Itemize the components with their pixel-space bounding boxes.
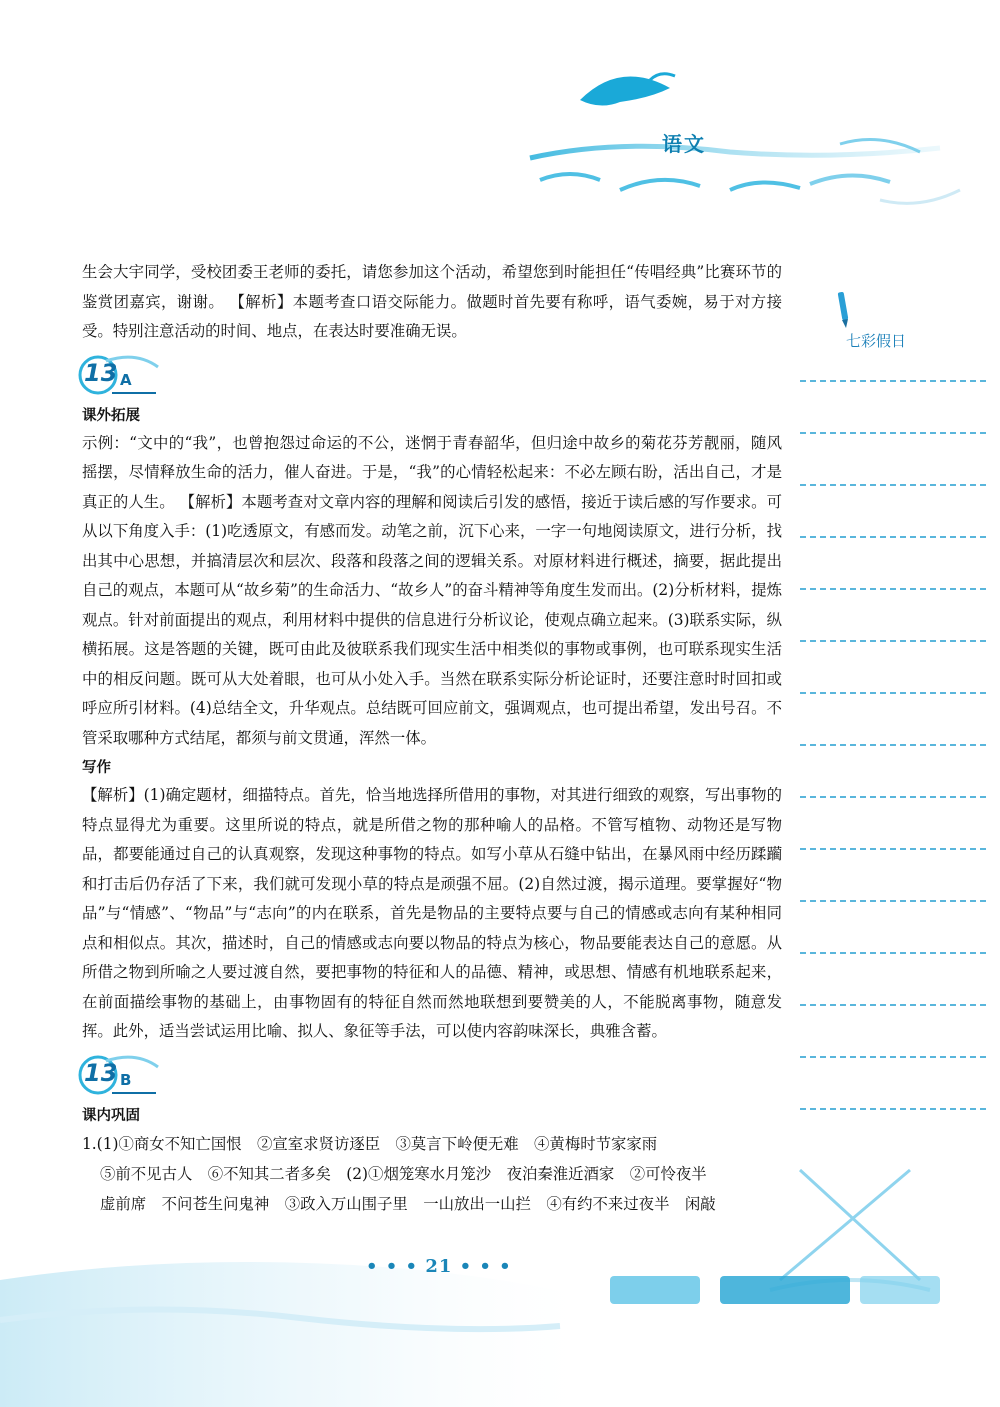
subsection-heading: 课内巩固 (82, 1107, 140, 1124)
note-line (800, 484, 986, 486)
answer-line: 1.(1)①商女不知亡国恨 ②宣室求贤访逐臣 ③莫言下岭便无难 ④黄梅时节家家雨 (82, 1134, 658, 1153)
note-line (800, 744, 986, 746)
note-line (800, 380, 986, 382)
note-line (800, 796, 986, 798)
note-line (800, 432, 986, 434)
subsection-heading: 写作 (82, 760, 111, 776)
note-line (800, 848, 986, 850)
subsection-body: 示例：“文中的“我”，也曾抱怨过命运的不公，迷惘于青春韶华，但归途中故乡的菊花芬芳靓丽，随风摇摆，尽情释放生命的活力，催人奋进。于是，“我”的心情轻松起来：不必左顾右盼，活出自己，才是真正的人生。 【解析】本题考查对文章内容的理解和阅读后引发的感悟，接近于读后感的写作要求。可从以下角度入手：(1)吃透原文，有感而发。动笔之前，沉下心来，一字一句地阅读原文，进行分析，找出其中心思想，并搞清层次和层次、段落和段落之间的逻辑关系。对原材料进行概述，摘要，据此提出自己的观点，本题可从“故乡菊”的生命活力、“故乡人”的奋斗精神等角度生发而出。(2)分析材料，提炼观点。针对前面提出的观点，利用材料中提供的信息进行分析议论，使观点确立起来。(3)联系实际，纵横拓展。这是答题的关键，既可由此及彼联系我们现实生活中相类似的事物或事例，也可联系现实生活中的相反问题。既可从大处着眼，也可从小处入手。当然在联系实际分析论证时，还要注意时时回扣或呼应所引材料。(4)总结全文，升华观点。总结既可回应前文，强调观点，也可提出希望，发出号召。不管采取哪种方式结尾，都须与前文贯通，浑然一体。 (82, 433, 782, 747)
footer-banner-decoration (610, 1272, 950, 1322)
pencil-icon (832, 290, 872, 334)
note-line (800, 900, 986, 902)
page-number: • • • 21 • • • (366, 1256, 512, 1277)
note-line (800, 1108, 986, 1110)
note-line (800, 952, 986, 954)
note-line (800, 692, 986, 694)
answer-line: 虚前席 不问苍生问鬼神 ③政入万山围子里 一山放出一山拦 ④有约不来过夜半 闲敲 (100, 1194, 716, 1213)
margin-label: 七彩假日 (846, 332, 907, 350)
section-letter: A (120, 370, 132, 389)
intro-paragraph: 生会大宇同学，受校团委王老师的委托，请您参加这个活动，希望您到时能担任“传唱经典”比赛环节的鉴赏团嘉宾，谢谢。 【解析】本题考查口语交际能力。做题时首先要有称呼，语气委婉，易于对方接受。特别注意活动的时间、地点，在表达时要准确无误。 (82, 263, 782, 340)
section-badge-b (76, 1053, 166, 1099)
note-line (800, 588, 986, 590)
section-number: 13 (84, 1058, 118, 1087)
note-line (800, 1056, 986, 1058)
note-line (800, 536, 986, 538)
section-number: 13 (84, 358, 118, 387)
subsection-body: 【解析】(1)确定题材，细描特点。首先，恰当地选择所借用的事物，对其进行细致的观察，写出事物的特点显得尤为重要。这里所说的特点，就是所借之物的那种喻人的品格。不管写植物、动物还是写物品，都要能通过自己的认真观察，发现这种事物的特点。如写小草从石缝中钻出，在暴风雨中经历蹂躏和打击后仍存活了下来，我们就可发现小草的特点是顽强不屈。(2)自然过渡，揭示道理。要掌握好“物品”与“情感”、“物品”与“志向”的内在联系，首先是物品的主要特点要与自己的情感或志向有某种相同点和相似点。其次，描述时，自己的情感或志向要以物品的特点为核心，物品要能表达自己的意愿。从所借之物到所喻之人要过渡自然，要把事物的特征和人的品德、精神，或思想、情感有机地联系起来，在前面描绘事物的基础上，由事物固有的特征自然而然地联想到要赞美的人，不能脱离事物，随意发挥。此外，适当尝试运用比喻、拟人、象征等手法，可以使内容韵味深长，典雅含蓄。 (82, 786, 782, 1040)
main-content (82, 258, 782, 1219)
subsection-heading: 课外拓展 (82, 407, 140, 424)
note-line (800, 1004, 986, 1006)
section-badge-a (76, 353, 166, 399)
answer-line: ⑤前不见古人 ⑥不知其二者多矣 (2)①烟笼寒水月笼沙 夜泊秦淮近酒家 ②可怜夜半 (100, 1164, 707, 1183)
header-decoration (500, 40, 970, 230)
note-line (800, 640, 986, 642)
section-letter: B (120, 1070, 132, 1089)
subject-title: 语文 (662, 132, 706, 156)
